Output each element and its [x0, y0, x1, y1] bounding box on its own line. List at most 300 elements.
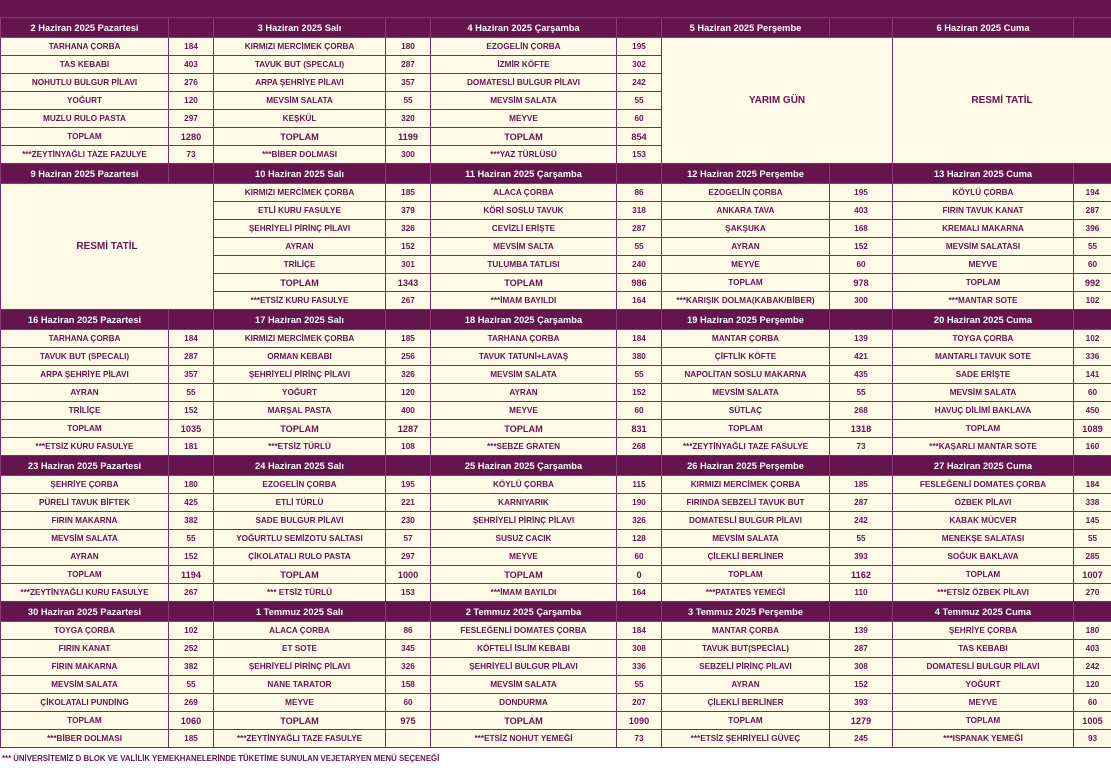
day-header: 25 Haziran 2025 Çarşamba	[431, 456, 617, 476]
day-header-spacer	[830, 456, 893, 476]
dish-name: FESLEĞENLİ DOMATES ÇORBA	[893, 476, 1074, 494]
day-header: 9 Haziran 2025 Pazartesi	[1, 164, 169, 184]
day-header: 17 Haziran 2025 Salı	[214, 310, 386, 330]
dish-calories: 55	[1074, 238, 1111, 256]
total-calories: 1090	[617, 712, 662, 730]
dish-name: KABAK MÜCVER	[893, 512, 1074, 530]
dish-calories: 268	[617, 438, 662, 456]
total-label: TOPLAM	[214, 712, 386, 730]
day-header-spacer	[1074, 310, 1111, 330]
dish-name: KEŞKÜL	[214, 110, 386, 128]
dish-calories: 120	[386, 384, 431, 402]
dish-calories: 185	[386, 184, 431, 202]
week-header-row	[1, 602, 1111, 622]
day-header-spacer	[386, 18, 431, 38]
vegetarian-dish: ***ZEYTİNYAĞLI KURU FASULYE	[1, 584, 169, 602]
dish-name: TARHANA ÇORBA	[1, 330, 169, 348]
dish-name: ŞAKŞUKA	[662, 220, 830, 238]
dish-calories: 185	[169, 730, 214, 748]
dish-calories: 139	[830, 330, 893, 348]
dish-name: MEVSİM SALATA	[662, 530, 830, 548]
dish-calories: 425	[169, 494, 214, 512]
day-special-note: RESMİ TATİL	[1, 184, 214, 310]
dish-calories: 153	[386, 584, 431, 602]
dish-calories: 285	[1074, 548, 1111, 566]
total-label: TOPLAM	[431, 128, 617, 146]
dish-name: MEVSİM SALATA	[1, 530, 169, 548]
dish-calories: 403	[830, 202, 893, 220]
day-header: 30 Haziran 2025 Pazartesi	[1, 602, 169, 622]
day-header-spacer	[830, 310, 893, 330]
dish-calories: 230	[386, 512, 431, 530]
menu-row	[1, 676, 1111, 694]
day-header: 20 Haziran 2025 Cuma	[893, 310, 1074, 330]
dish-calories: 195	[386, 476, 431, 494]
total-calories: 1343	[386, 274, 431, 292]
vegetarian-dish: *** ETSİZ TÜRLÜ	[214, 584, 386, 602]
menu-row	[1, 348, 1111, 366]
dish-calories: 221	[386, 494, 431, 512]
total-label: TOPLAM	[431, 712, 617, 730]
vegetarian-dish: ***SEBZE GRATEN	[431, 438, 617, 456]
dish-name: TOYGA ÇORBA	[1, 622, 169, 640]
dish-name: DOMATESLİ BULGUR PİLAVI	[431, 74, 617, 92]
total-label: TOPLAM	[893, 420, 1074, 438]
total-calories: 1199	[386, 128, 431, 146]
dish-name: ETLİ TÜRLÜ	[214, 494, 386, 512]
dish-name: MEYVE	[431, 548, 617, 566]
dish-name: CEVİZLİ ERİŞTE	[431, 220, 617, 238]
dish-name: MANTARLI TAVUK SOTE	[893, 348, 1074, 366]
dish-name: AYRAN	[662, 676, 830, 694]
dish-calories: 185	[830, 476, 893, 494]
dish-calories: 190	[617, 494, 662, 512]
vegetarian-dish: ***BİBER DOLMASI	[1, 730, 169, 748]
dish-name: YOĞURT	[214, 384, 386, 402]
dish-name: EZOGELİN ÇORBA	[662, 184, 830, 202]
dish-name: KÖFTELİ İSLİM KEBABI	[431, 640, 617, 658]
dish-calories: 55	[617, 92, 662, 110]
dish-calories: 93	[1074, 730, 1111, 748]
dish-name: ALACA ÇORBA	[214, 622, 386, 640]
day-header: 6 Haziran 2025 Cuma	[893, 18, 1074, 38]
day-header: 26 Haziran 2025 Perşembe	[662, 456, 830, 476]
total-calories: 854	[617, 128, 662, 146]
day-special-note: YARIM GÜN	[662, 38, 893, 164]
dish-calories: 194	[1074, 184, 1111, 202]
dish-calories: 57	[386, 530, 431, 548]
dish-calories: 403	[169, 56, 214, 74]
day-header-spacer	[386, 602, 431, 622]
day-header: 3 Temmuz 2025 Perşembe	[662, 602, 830, 622]
menu-row	[1, 622, 1111, 640]
dish-calories: 152	[830, 238, 893, 256]
dish-calories: 270	[1074, 584, 1111, 602]
dish-name: ANKARA TAVA	[662, 202, 830, 220]
dish-name: TAVUK BUT(SPECİAL)	[662, 640, 830, 658]
dish-calories: 184	[169, 330, 214, 348]
total-calories: 1089	[1074, 420, 1111, 438]
vegetarian-dish: ***KARIŞIK DOLMA(KABAK/BİBER)	[662, 292, 830, 310]
dish-calories: 60	[617, 110, 662, 128]
day-header-spacer	[169, 456, 214, 476]
dish-calories: 141	[1074, 366, 1111, 384]
dish-calories: 60	[830, 256, 893, 274]
dish-name: TARHANA ÇORBA	[1, 38, 169, 56]
dish-name: ÖZBEK PİLAVI	[893, 494, 1074, 512]
total-calories: 986	[617, 274, 662, 292]
dish-calories: 60	[1074, 256, 1111, 274]
day-header-spacer	[830, 602, 893, 622]
dish-name: PÜRELİ TAVUK BİFTEK	[1, 494, 169, 512]
dish-calories: 379	[386, 202, 431, 220]
vegetarian-dish: ***ETSİZ TÜRLÜ	[214, 438, 386, 456]
dish-name: DOMATESLİ BULGUR PİLAVI	[662, 512, 830, 530]
dish-name: SUSUZ CACIK	[431, 530, 617, 548]
dish-calories: 380	[617, 348, 662, 366]
dish-name: TAS KEBABI	[1, 56, 169, 74]
day-header: 3 Haziran 2025 Salı	[214, 18, 386, 38]
dish-calories: 336	[1074, 348, 1111, 366]
dish-calories: 382	[169, 512, 214, 530]
dish-calories: 55	[169, 530, 214, 548]
dish-name: MANTAR ÇORBA	[662, 622, 830, 640]
dish-name: KÖYLÜ ÇORBA	[893, 184, 1074, 202]
dish-calories: 326	[386, 658, 431, 676]
day-header-spacer	[1074, 164, 1111, 184]
dish-calories: 185	[386, 330, 431, 348]
dish-name: KIRMIZI MERCİMEK ÇORBA	[214, 184, 386, 202]
total-calories: 1162	[830, 566, 893, 584]
dish-name: MENEKŞE SALATASI	[893, 530, 1074, 548]
dish-name: MARŞAL PASTA	[214, 402, 386, 420]
dish-name: AYRAN	[214, 238, 386, 256]
dish-calories: 55	[169, 384, 214, 402]
total-calories: 1007	[1074, 566, 1111, 584]
day-header: 10 Haziran 2025 Salı	[214, 164, 386, 184]
dish-name: MEYVE	[662, 256, 830, 274]
dish-calories: 256	[386, 348, 431, 366]
top-bar	[0, 0, 1111, 17]
day-header: 5 Haziran 2025 Perşembe	[662, 18, 830, 38]
dish-calories: 55	[1074, 530, 1111, 548]
dish-name: DONDURMA	[431, 694, 617, 712]
dish-calories: 60	[1074, 694, 1111, 712]
vegetarian-dish: ***ZEYTİNYAĞLI TAZE FAZULYE	[1, 146, 169, 164]
dish-calories: 181	[169, 438, 214, 456]
dish-name: TAVUK TATUNİ+LAVAŞ	[431, 348, 617, 366]
vegetarian-dish: ***İMAM BAYILDI	[431, 584, 617, 602]
dish-calories: 297	[169, 110, 214, 128]
total-calories: 1005	[1074, 712, 1111, 730]
dish-calories: 55	[617, 366, 662, 384]
dish-name: ŞEHRİYE ÇORBA	[1, 476, 169, 494]
day-header-spacer	[386, 456, 431, 476]
dish-name: MEVSİM SALATASI	[893, 238, 1074, 256]
dish-calories: 184	[169, 38, 214, 56]
dish-calories: 242	[1074, 658, 1111, 676]
day-header-spacer	[617, 602, 662, 622]
menu-row	[1, 530, 1111, 548]
dish-name: FIRINDA SEBZELİ TAVUK BUT	[662, 494, 830, 512]
dish-calories: 400	[386, 402, 431, 420]
dish-calories: 152	[169, 402, 214, 420]
dish-calories: 269	[169, 694, 214, 712]
dish-calories: 435	[830, 366, 893, 384]
dish-name: TAVUK BUT (SPECALI)	[1, 348, 169, 366]
dish-calories: 102	[1074, 330, 1111, 348]
total-label: TOPLAM	[431, 420, 617, 438]
dish-name: ÇİKOLATALI RULO PASTA	[214, 548, 386, 566]
dish-calories: 164	[617, 292, 662, 310]
dish-name: SÜTLAÇ	[662, 402, 830, 420]
dish-calories: 300	[386, 146, 431, 164]
dish-name: TULUMBA TATLISI	[431, 256, 617, 274]
total-label: TOPLAM	[893, 274, 1074, 292]
day-header: 4 Temmuz 2025 Cuma	[893, 602, 1074, 622]
day-header: 18 Haziran 2025 Çarşamba	[431, 310, 617, 330]
vegetarian-dish: ***MANTAR SOTE	[893, 292, 1074, 310]
dish-calories: 396	[1074, 220, 1111, 238]
dish-calories: 276	[169, 74, 214, 92]
dish-name: ALACA ÇORBA	[431, 184, 617, 202]
total-calories: 1060	[169, 712, 214, 730]
vegetarian-dish: ***PATATES YEMEĞİ	[662, 584, 830, 602]
day-header-spacer	[386, 164, 431, 184]
dish-calories: 73	[617, 730, 662, 748]
dish-name: ÇİKOLATALI PUNDİNG	[1, 694, 169, 712]
vegetarian-dish: ***İMAM BAYILDI	[431, 292, 617, 310]
week-header-row	[1, 310, 1111, 330]
dish-name: MEVSİM SALTA	[431, 238, 617, 256]
dish-name: MEYVE	[893, 694, 1074, 712]
dish-calories: 268	[830, 402, 893, 420]
dish-calories: 153	[617, 146, 662, 164]
dish-calories: 242	[830, 512, 893, 530]
day-header: 19 Haziran 2025 Perşembe	[662, 310, 830, 330]
dish-calories: 338	[1074, 494, 1111, 512]
day-header: 16 Haziran 2025 Pazartesi	[1, 310, 169, 330]
dish-calories: 180	[386, 38, 431, 56]
day-header: 23 Haziran 2025 Pazartesi	[1, 456, 169, 476]
dish-calories: 267	[169, 584, 214, 602]
vegetarian-dish: ***ISPANAK YEMEĞİ	[893, 730, 1074, 748]
dish-calories: 301	[386, 256, 431, 274]
dish-name: MEVSİM SALATA	[431, 366, 617, 384]
dish-calories: 120	[1074, 676, 1111, 694]
total-label: TOPLAM	[214, 420, 386, 438]
total-calories: 1000	[386, 566, 431, 584]
dish-calories: 145	[1074, 512, 1111, 530]
dish-calories: 308	[830, 658, 893, 676]
dish-calories: 242	[617, 74, 662, 92]
day-header: 1 Temmuz 2025 Salı	[214, 602, 386, 622]
dish-calories: 160	[1074, 438, 1111, 456]
day-header: 2 Temmuz 2025 Çarşamba	[431, 602, 617, 622]
dish-name: NANE TARATOR	[214, 676, 386, 694]
day-header-spacer	[169, 310, 214, 330]
dish-calories: 345	[386, 640, 431, 658]
dish-name: ŞEHRİYELİ PİRİNÇ PİLAVI	[214, 366, 386, 384]
day-header-spacer	[169, 18, 214, 38]
dish-calories: 60	[617, 548, 662, 566]
dish-name: SEBZELİ PİRİNÇ PİLAVI	[662, 658, 830, 676]
dish-name: KIRMIZI MERCİMEK ÇORBA	[662, 476, 830, 494]
dish-calories: 326	[386, 366, 431, 384]
day-header-spacer	[830, 18, 893, 38]
dish-calories: 267	[386, 292, 431, 310]
day-header-spacer	[830, 164, 893, 184]
dish-name: ET SOTE	[214, 640, 386, 658]
menu-row	[1, 476, 1111, 494]
total-row	[1, 420, 1111, 438]
dish-name: AYRAN	[1, 384, 169, 402]
dish-name: DOMATESLİ BULGUR PİLAVI	[893, 658, 1074, 676]
dish-name: FESLEĞENLİ DOMATES ÇORBA	[431, 622, 617, 640]
dish-name: ARPA ŞEHRİYE PİLAVI	[1, 366, 169, 384]
dish-name: SOĞUK BAKLAVA	[893, 548, 1074, 566]
total-label: TOPLAM	[431, 566, 617, 584]
total-calories: 992	[1074, 274, 1111, 292]
dish-calories: 320	[386, 110, 431, 128]
dish-name: AYRAN	[1, 548, 169, 566]
week-header-row	[1, 18, 1111, 38]
total-label: TOPLAM	[662, 420, 830, 438]
dish-calories: 55	[386, 92, 431, 110]
total-label: TOPLAM	[893, 566, 1074, 584]
dish-calories: 180	[1074, 622, 1111, 640]
dish-calories: 287	[830, 494, 893, 512]
dish-name: MANTAR ÇORBA	[662, 330, 830, 348]
dish-calories: 120	[169, 92, 214, 110]
dish-name: FIRIN TAVUK KANAT	[893, 202, 1074, 220]
total-label: TOPLAM	[214, 128, 386, 146]
dish-calories: 393	[830, 694, 893, 712]
dish-name: ETLİ KURU FASULYE	[214, 202, 386, 220]
dish-calories: 287	[617, 220, 662, 238]
dish-name: ŞEHRİYELİ BULGUR PİLAVI	[431, 658, 617, 676]
dish-name: KIRMIZI MERCİMEK ÇORBA	[214, 330, 386, 348]
dish-name: NOHUTLU BULGUR PİLAVI	[1, 74, 169, 92]
dish-name: TOYGA ÇORBA	[893, 330, 1074, 348]
dish-calories: 180	[169, 476, 214, 494]
vegetarian-dish: ***ETSİZ KURU FASULYE	[214, 292, 386, 310]
dish-name: MUZLU RULO PASTA	[1, 110, 169, 128]
vegetarian-dish: ***ETSİZ ŞEHRİYELİ GÜVEÇ	[662, 730, 830, 748]
vegetarian-dish: ***YAZ TÜRLÜSÜ	[431, 146, 617, 164]
dish-calories: 128	[617, 530, 662, 548]
dish-calories: 55	[617, 676, 662, 694]
dish-name: ŞEHRİYE ÇORBA	[893, 622, 1074, 640]
menu-table	[0, 17, 1111, 748]
dish-calories: 55	[169, 676, 214, 694]
dish-name: TARHANA ÇORBA	[431, 330, 617, 348]
dish-name: AYRAN	[431, 384, 617, 402]
dish-name: TRİLİÇE	[214, 256, 386, 274]
dish-name: ARPA ŞEHRİYE PİLAVI	[214, 74, 386, 92]
dish-calories: 86	[386, 622, 431, 640]
dish-name: SADE ERİŞTE	[893, 366, 1074, 384]
day-special-note: RESMİ TATİL	[893, 38, 1111, 164]
total-calories: 975	[386, 712, 431, 730]
dish-calories: 240	[617, 256, 662, 274]
dish-calories: 207	[617, 694, 662, 712]
dish-calories: 184	[1074, 476, 1111, 494]
dish-name: ÇİLEKLİ BERLİNER	[662, 694, 830, 712]
menu-row	[1, 694, 1111, 712]
dish-calories: 55	[830, 530, 893, 548]
menu-row	[1, 512, 1111, 530]
vegetarian-row	[1, 438, 1111, 456]
dish-name: TAVUK BUT (SPECALI)	[214, 56, 386, 74]
dish-name: ÇİLEKLİ BERLİNER	[662, 548, 830, 566]
dish-name: HAVUÇ DİLİMİ BAKLAVA	[893, 402, 1074, 420]
dish-name: MEVSİM SALATA	[893, 384, 1074, 402]
menu-row	[1, 38, 1111, 56]
dish-calories: 184	[617, 330, 662, 348]
day-header: 4 Haziran 2025 Çarşamba	[431, 18, 617, 38]
dish-calories: 287	[830, 640, 893, 658]
dish-calories: 357	[386, 74, 431, 92]
dish-calories: 421	[830, 348, 893, 366]
dish-name: ŞEHRİYELİ PİRİNÇ PİLAVI	[431, 512, 617, 530]
dish-calories: 60	[617, 402, 662, 420]
week-header-row	[1, 456, 1111, 476]
dish-name: KIRMIZI MERCİMEK ÇORBA	[214, 38, 386, 56]
dish-calories: 152	[830, 676, 893, 694]
day-header-spacer	[617, 18, 662, 38]
dish-name: TRİLİÇE	[1, 402, 169, 420]
dish-name: FIRIN KANAT	[1, 640, 169, 658]
day-header: 27 Haziran 2025 Cuma	[893, 456, 1074, 476]
day-header: 12 Haziran 2025 Perşembe	[662, 164, 830, 184]
menu-row	[1, 330, 1111, 348]
dish-name: YOĞURT	[1, 92, 169, 110]
dish-name: MEVSİM SALATA	[431, 92, 617, 110]
day-header-spacer	[617, 164, 662, 184]
dish-calories: 152	[169, 548, 214, 566]
dish-calories: 287	[169, 348, 214, 366]
total-label: TOPLAM	[662, 712, 830, 730]
dish-calories: 195	[617, 38, 662, 56]
dish-name: MEVSİM SALATA	[1, 676, 169, 694]
dish-calories: 60	[1074, 384, 1111, 402]
dish-name: ÇİFTLİK KÖFTE	[662, 348, 830, 366]
dish-name: ŞEHRİYELİ PİRİNÇ PİLAVI	[214, 220, 386, 238]
dish-name: FIRIN MAKARNA	[1, 512, 169, 530]
total-label: TOPLAM	[1, 712, 169, 730]
dish-name: EZOGELİN ÇORBA	[431, 38, 617, 56]
dish-calories: 55	[830, 384, 893, 402]
vegetarian-dish: ***ETSİZ ÖZBEK PİLAVI	[893, 584, 1074, 602]
day-header-spacer	[617, 456, 662, 476]
dish-name: AYRAN	[662, 238, 830, 256]
total-calories: 1287	[386, 420, 431, 438]
total-label: TOPLAM	[1, 128, 169, 146]
dish-calories: 318	[617, 202, 662, 220]
menu-row	[1, 184, 1111, 202]
dish-calories: 73	[830, 438, 893, 456]
dish-name: ŞEHRİYELİ PİRİNÇ PİLAVI	[214, 658, 386, 676]
vegetarian-dish: ***BİBER DOLMASI	[214, 146, 386, 164]
dish-name: MEYVE	[214, 694, 386, 712]
dish-calories: 297	[386, 548, 431, 566]
dish-name: KÖRİ SOSLU TAVUK	[431, 202, 617, 220]
dish-calories: 287	[1074, 202, 1111, 220]
total-label: TOPLAM	[431, 274, 617, 292]
total-label: TOPLAM	[214, 566, 386, 584]
dish-name: EZOGELİN ÇORBA	[214, 476, 386, 494]
